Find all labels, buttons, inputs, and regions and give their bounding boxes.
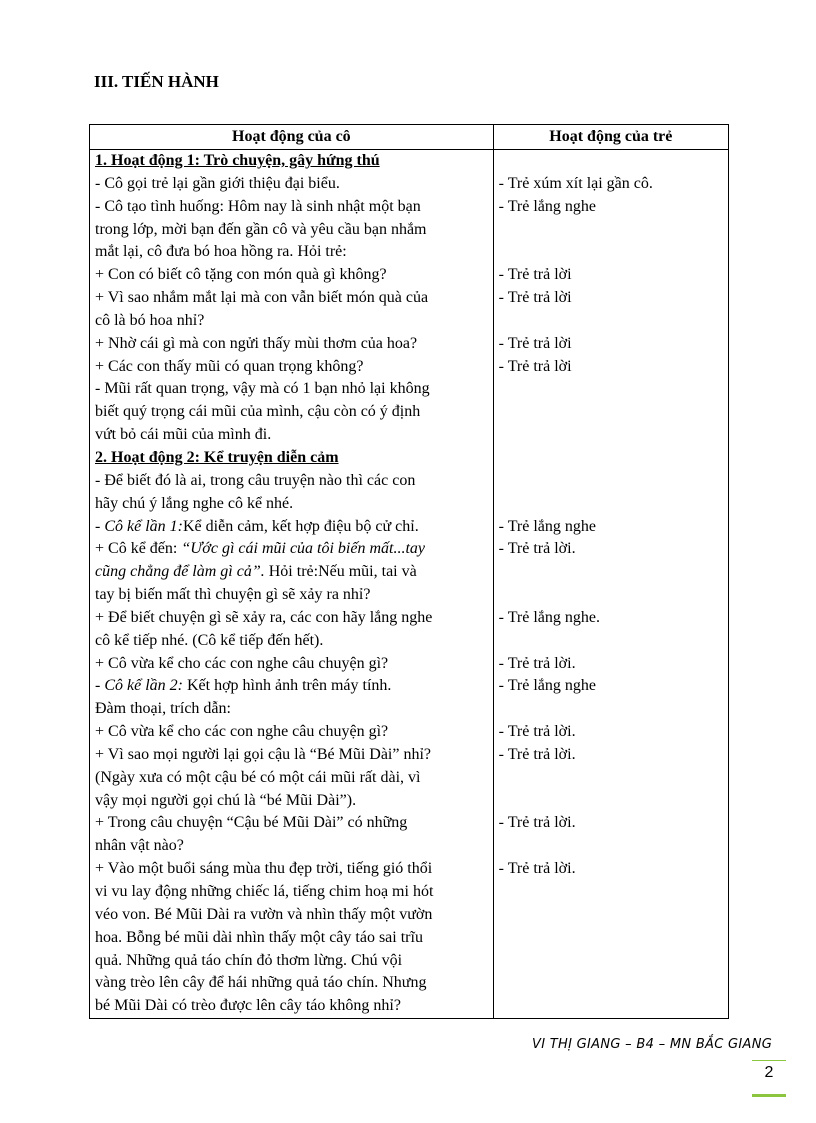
text: + Vào một buổi sáng mùa thu đẹp trời, tiếng gió thổi — [95, 860, 433, 878]
teacher-line — [95, 812, 488, 835]
child-line — [499, 584, 723, 607]
teacher-line — [95, 584, 488, 607]
child-line: - Trẻ trả lời. — [498, 814, 576, 832]
child-line — [499, 972, 723, 995]
text: + Vì sao nhắm mắt lại mà con vẫn biết món quà của — [95, 289, 429, 307]
child-line — [499, 881, 723, 904]
italic-text: cũng chẳng để làm gì cả”. — [95, 563, 265, 581]
teacher-activity-cell — [90, 150, 494, 1019]
child-line — [499, 241, 723, 264]
child-line — [499, 630, 723, 653]
section-title: III. TIẾN HÀNH — [94, 72, 219, 91]
teacher-line — [95, 858, 488, 881]
activity-heading: 1. Hoạt động 1: Trò chuyện, gây hứng thú — [95, 152, 380, 169]
text: Hỏi trẻ:Nếu mũi, tai và — [264, 563, 417, 581]
text: Đàm thoại, trích dẫn: — [95, 700, 231, 718]
child-line — [499, 767, 723, 790]
text: + Cô vừa kể cho các con nghe câu chuyện gì? — [95, 654, 389, 672]
text: hoa. Bỗng bé mũi dài nhìn thấy một cây táo sai trĩu — [95, 928, 423, 946]
teacher-line — [95, 972, 488, 995]
activity-heading: 2. Hoạt động 2: Kể truyện diễn cảm — [95, 448, 339, 466]
child-line: - Trẻ lắng nghe — [498, 197, 596, 215]
child-line — [499, 310, 723, 333]
teacher-line — [95, 401, 488, 424]
child-line — [499, 401, 723, 424]
teacher-line — [95, 767, 488, 790]
text: bé Mũi Dài có trèo được lên cây táo không nhỉ? — [95, 997, 401, 1015]
child-activity-cell — [493, 150, 728, 1019]
child-line: - Trẻ lắng nghe. — [498, 608, 600, 626]
teacher-line — [95, 607, 488, 630]
teacher-line — [95, 881, 488, 904]
teacher-line — [95, 493, 488, 516]
teacher-line — [95, 995, 488, 1018]
child-line: - Trẻ lắng nghe — [498, 677, 596, 695]
page-number-rule — [752, 1094, 786, 1097]
text: + Nhờ cái gì mà con ngửi thấy mùi thơm của hoa? — [95, 334, 418, 352]
teacher-line — [95, 150, 488, 173]
table-row — [90, 150, 729, 1019]
text: - Mũi rất quan trọng, vậy mà có 1 bạn nhỏ lại không — [95, 380, 430, 398]
child-line — [499, 424, 723, 447]
teacher-line — [95, 698, 488, 721]
teacher-line — [95, 675, 488, 698]
child-line — [499, 790, 723, 813]
text: (Ngày xưa có một cậu bé có một cái mũi rất dài, vì — [95, 768, 421, 786]
child-line — [499, 927, 723, 950]
teacher-line — [95, 721, 488, 744]
teacher-line — [95, 333, 488, 356]
text: Kết hợp hình ảnh trên máy tính. — [182, 677, 392, 695]
text: + Để biết chuyện gì sẽ xảy ra, các con hãy lắng nghe — [95, 608, 433, 626]
teacher-line — [95, 835, 488, 858]
child-line: - Trẻ trả lời. — [498, 540, 576, 558]
text: Kể diễn cảm, kết hợp điệu bộ cử chỉ. — [182, 517, 419, 535]
header-teacher-activity: Hoạt động của cô — [90, 125, 494, 150]
teacher-line — [95, 516, 488, 539]
child-line — [499, 698, 723, 721]
child-line: - Trẻ trả lời — [498, 266, 572, 284]
text: - Cô gọi trẻ lại gần giới thiệu đại biểu. — [95, 174, 340, 192]
child-line: - Trẻ trả lời. — [498, 654, 576, 672]
text: + Vì sao mọi người lại gọi cậu là “Bé Mũi Dài” nhỉ? — [95, 745, 432, 763]
text: - Để biết đó là ai, trong câu truyện nào thì các con — [95, 471, 416, 489]
teacher-line — [95, 561, 488, 584]
child-line: - Trẻ xúm xít lại gần cô. — [498, 174, 653, 192]
child-line — [499, 904, 723, 927]
teacher-line — [95, 904, 488, 927]
text: + Trong câu chuyện “Cậu bé Mũi Dài” có những — [95, 814, 408, 832]
child-line — [499, 835, 723, 858]
text: quả. Những quả táo chín đỏ thơm lừng. Chú vội — [95, 951, 403, 969]
teacher-line — [95, 927, 488, 950]
text: - Cô tạo tình huống: Hôm nay là sinh nhật một bạn — [95, 197, 421, 215]
footer-author: VI THỊ GIANG – B4 – MN BẮC GIANG — [532, 1037, 773, 1052]
text: véo von. Bé Mũi Dài ra vườn và nhìn thấy một vườn — [95, 905, 433, 923]
text: hãy chú ý lắng nghe cô kể nhé. — [95, 494, 294, 512]
table-header-row — [90, 125, 729, 150]
text: vậy mọi người gọi chú là “bé Mũi Dài”). — [95, 791, 357, 809]
teacher-line — [95, 310, 488, 333]
teacher-line — [95, 447, 488, 470]
text: mắt lại, cô đưa bó hoa hồng ra. Hỏi trẻ: — [95, 243, 347, 261]
child-line — [499, 150, 723, 173]
child-line: - Trẻ trả lời — [498, 289, 572, 307]
teacher-line — [95, 470, 488, 493]
text: vi vu lay động những chiếc lá, tiếng chim hoạ mi hót — [95, 883, 434, 900]
text: vứt bỏ cái mũi của mình đi. — [95, 426, 272, 444]
teacher-line — [95, 950, 488, 973]
activity-table — [89, 124, 729, 1019]
child-line: - Trẻ lắng nghe — [498, 517, 596, 535]
text: trong lớp, mời bạn đến gần cô và yêu cầu bạn nhắm — [95, 220, 427, 238]
child-line: - Trẻ trả lời. — [498, 745, 576, 763]
teacher-line — [95, 287, 488, 310]
child-line — [499, 995, 723, 1018]
child-line — [499, 493, 723, 516]
teacher-line — [95, 219, 488, 242]
italic-quote: “Ước gì cái mũi của tôi biến mất...tay — [181, 540, 426, 558]
italic-text: - Cô kể lần 2: — [95, 677, 183, 695]
text: cô là bó hoa nhỉ? — [95, 311, 205, 329]
teacher-line — [95, 653, 488, 676]
text: cô kể tiếp nhé. (Cô kể tiếp đến hết). — [95, 631, 324, 649]
child-line: - Trẻ trả lời. — [498, 860, 576, 878]
text: vàng trèo lên cây để hái những quả táo chín. Nhưng — [95, 974, 427, 992]
text: + Con có biết cô tặng con món quà gì không? — [95, 266, 387, 284]
teacher-line — [95, 790, 488, 813]
teacher-line — [95, 378, 488, 401]
child-line — [499, 447, 723, 470]
text: nhân vật nào? — [95, 837, 184, 855]
text: + Các con thấy mũi có quan trọng không? — [95, 357, 364, 375]
child-line — [499, 470, 723, 493]
header-child-activity: Hoạt động của trẻ — [493, 125, 728, 150]
teacher-line — [95, 173, 488, 196]
child-line: - Trẻ trả lời — [498, 334, 572, 352]
text: + Cô vừa kể cho các con nghe câu chuyện gì? — [95, 723, 389, 741]
text: tay bị biến mất thì chuyện gì sẽ xảy ra nhỉ? — [95, 586, 371, 604]
teacher-line — [95, 196, 488, 219]
child-line: - Trẻ trả lời. — [498, 723, 576, 741]
teacher-line — [95, 424, 488, 447]
teacher-line — [95, 356, 488, 379]
child-line — [499, 950, 723, 973]
teacher-line — [95, 538, 488, 561]
child-line — [499, 378, 723, 401]
teacher-line — [95, 241, 488, 264]
page-number: 2 — [764, 1064, 774, 1081]
child-line: - Trẻ trả lời — [498, 357, 572, 375]
italic-text: - Cô kể lần 1: — [95, 517, 183, 535]
teacher-line — [95, 744, 488, 767]
teacher-line — [95, 264, 488, 287]
page-number-top-rule — [752, 1060, 786, 1061]
text: biết quý trọng cái mũi của mình, cậu còn có ý định — [95, 403, 421, 421]
child-line — [499, 561, 723, 584]
teacher-line — [95, 630, 488, 653]
text: + Cô kể đến: — [95, 540, 182, 558]
child-line — [499, 219, 723, 242]
